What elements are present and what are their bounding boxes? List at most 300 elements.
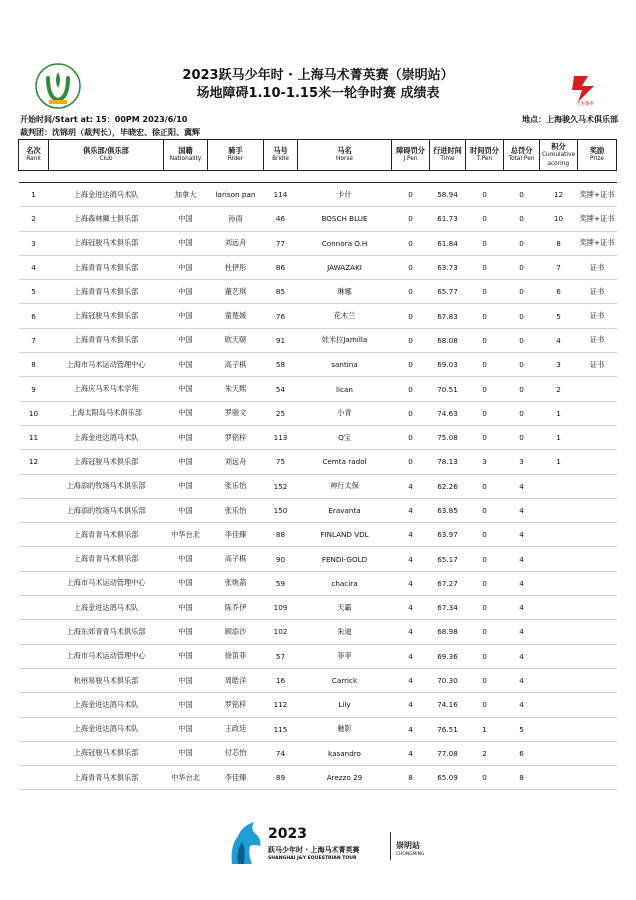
time-cell: 67.27 [430,571,466,595]
table-row [19,280,617,304]
score-cell: 4 [540,328,578,352]
time-cell: 77.08 [430,741,466,765]
horse-cell: 花木兰 [298,304,392,328]
horse-cell: 神行太保 [298,474,392,498]
horse-cell: 小青 [298,401,392,425]
club-cell: 上海青青马术俱乐部 [49,328,164,352]
prize-cell [578,741,617,765]
footer-title-cn: 跃马少年时 · 上海马术菁英赛 [268,846,360,854]
club-cell: 上海金进达鸽马术队 [49,183,164,207]
bridle-cell: 46 [264,207,298,231]
rider-cell: 张姚菡 [208,571,264,595]
time-cell: 65.77 [430,280,466,304]
horse-cell: 菲菲 [298,644,392,668]
jump-penalty-cell: 0 [392,450,430,474]
jump-penalty-cell: 8 [392,766,430,790]
footer-station-en: CHONGMING [396,852,425,857]
table-row [19,255,617,279]
column-header-cn: 名次 [26,146,41,155]
horse-cell: santina [298,353,392,377]
table-row [19,620,617,644]
rider-cell: 陈乔伊 [208,596,264,620]
rider-cell: 王政廷 [208,717,264,741]
total-penalty-cell: 4 [504,620,540,644]
nationality-cell: 中华台北 [164,523,208,547]
rider-cell: 高子棋 [208,547,264,571]
horse-cell: FINLAND VDL [298,523,392,547]
time-penalty-cell: 0 [466,523,504,547]
nationality-cell: 加拿大 [164,183,208,207]
jump-penalty-cell: 0 [392,231,430,255]
jump-penalty-cell: 4 [392,474,430,498]
time-penalty-cell: 0 [466,328,504,352]
horse-cell: kasandro [298,741,392,765]
bridle-cell: 88 [264,523,298,547]
table-row [19,498,617,522]
footer-station-cn: 崇明站 [396,841,420,850]
rank-cell: 5 [19,280,49,304]
score-cell [540,741,578,765]
club-cell: 上海金进达鸽马术队 [49,717,164,741]
bridle-cell: 91 [264,328,298,352]
rank-cell [19,668,49,692]
time-cell: 70.30 [430,668,466,692]
jump-penalty-cell: 0 [392,207,430,231]
score-cell: 5 [540,304,578,328]
column-header [49,140,164,171]
rider-cell: 朱天熙 [208,377,264,401]
nationality-cell: 中国 [164,425,208,449]
jump-penalty-cell: 0 [392,377,430,401]
time-cell: 63.97 [430,523,466,547]
rider-cell: 罗铭梓 [208,693,264,717]
nationality-cell: 中国 [164,280,208,304]
page-title: 2023跃马少年时 · 上海马术菁英赛（崇明站） [182,68,454,83]
club-cell: 上海市马术运动管理中心 [49,353,164,377]
jump-penalty-cell: 4 [392,717,430,741]
rank-cell [19,596,49,620]
prize-cell: 奖牌+证书 [578,207,617,231]
bridle-cell: 109 [264,596,298,620]
total-penalty-cell: 4 [504,644,540,668]
score-cell [540,596,578,620]
organizer-logo [568,72,602,106]
time-cell: 65.09 [430,766,466,790]
table-row [19,668,617,692]
time-penalty-cell: 0 [466,304,504,328]
horse-cell: Lily [298,693,392,717]
horse-cell: Cemta radol [298,450,392,474]
club-cell: 上海市马术运动管理中心 [49,644,164,668]
column-header-cn: 俱乐部/俱乐部 [83,146,129,155]
jump-penalty-cell: 4 [392,644,430,668]
table-row [19,523,617,547]
bridle-cell: 113 [264,425,298,449]
prize-cell [578,377,617,401]
start-time: 开始时间/Start at: 15：00PM 2023/6/10 [20,115,188,124]
rank-cell [19,523,49,547]
time-penalty-cell: 0 [466,425,504,449]
rank-cell: 12 [19,450,49,474]
score-cell: 3 [540,353,578,377]
column-header-cn: 国籍 [178,146,193,155]
table-row [19,693,617,717]
total-penalty-cell: 4 [504,474,540,498]
score-cell: 8 [540,231,578,255]
score-cell: 10 [540,207,578,231]
bridle-cell: 54 [264,377,298,401]
jump-penalty-cell: 4 [392,571,430,595]
horse-cell: 娃米拉Jamilla [298,328,392,352]
jump-penalty-cell: 4 [392,523,430,547]
table-row [19,547,617,571]
prize-cell [578,401,617,425]
jump-penalty-cell: 0 [392,255,430,279]
time-cell: 75.08 [430,425,466,449]
table-row [19,596,617,620]
rank-cell: 9 [19,377,49,401]
nationality-cell: 中国 [164,644,208,668]
jump-penalty-cell: 0 [392,425,430,449]
total-penalty-cell: 0 [504,255,540,279]
score-cell: 1 [540,401,578,425]
bridle-cell: 90 [264,547,298,571]
horse-cell: 魅影 [298,717,392,741]
column-header-cn: 骑手 [228,146,243,155]
rank-cell: 11 [19,425,49,449]
table-row [19,377,617,401]
jump-penalty-cell: 0 [392,280,430,304]
time-penalty-cell: 0 [466,353,504,377]
prize-cell [578,766,617,790]
horse-cell: Q宝 [298,425,392,449]
rider-cell: 杜伊彤 [208,255,264,279]
total-penalty-cell: 5 [504,717,540,741]
time-cell: 69.36 [430,644,466,668]
column-header-cn: 总罚分 [510,146,533,155]
time-penalty-cell: 0 [466,766,504,790]
column-header-en: Total Pen [508,156,535,162]
horse-cell: 琳娜 [298,280,392,304]
table-body [19,171,617,790]
prize-cell [578,693,617,717]
column-header [540,140,578,171]
horse-cell: FENDI-GOLD [298,547,392,571]
time-cell: 61.73 [430,207,466,231]
time-penalty-cell: 0 [466,280,504,304]
score-cell [540,766,578,790]
rider-cell: 张乐怡 [208,474,264,498]
total-penalty-cell: 4 [504,523,540,547]
nationality-cell: 中国 [164,668,208,692]
bridle-cell: 74 [264,741,298,765]
rank-cell [19,766,49,790]
nationality-cell: 中国 [164,231,208,255]
rider-cell: larison pan [208,183,264,207]
total-penalty-cell: 8 [504,766,540,790]
horse-cell: Carrick [298,668,392,692]
club-cell: 上海森林狮士俱乐部 [49,207,164,231]
column-header-en: Prize [590,156,604,162]
column-header [298,140,392,171]
time-penalty-cell: 0 [466,498,504,522]
prize-cell [578,717,617,741]
prize-cell [578,450,617,474]
table-row [19,328,617,352]
rider-cell: 徐笛菲 [208,644,264,668]
column-header-cn: 行进时间 [433,146,462,155]
prize-cell [578,571,617,595]
score-cell: 2 [540,377,578,401]
club-cell: 上海青青马术俱乐部 [49,766,164,790]
club-cell: 上海冠骏马术俱乐部 [49,450,164,474]
total-penalty-cell: 3 [504,450,540,474]
column-header-cn: 积分 [551,141,566,151]
nationality-cell: 中国 [164,450,208,474]
horse-cell: BOSCH BLUE [298,207,392,231]
time-penalty-cell: 0 [466,620,504,644]
time-penalty-cell: 0 [466,693,504,717]
footer-logo [222,818,442,868]
column-header [504,140,540,171]
column-header-cn: 障碍罚分 [396,146,425,155]
organizer-logo-text: 久事赛事 [576,102,594,106]
score-cell: 6 [540,280,578,304]
club-cell: 杭州易骏马术俱乐部 [49,668,164,692]
jump-penalty-cell: 0 [392,304,430,328]
table-row [19,183,617,207]
venue: 地点：上海骏久马术俱乐部 [522,115,618,124]
time-cell: 70.51 [430,377,466,401]
time-penalty-cell: 2 [466,741,504,765]
total-penalty-cell: 0 [504,353,540,377]
total-penalty-cell: 0 [504,304,540,328]
table-row [19,766,617,790]
bridle-cell: 115 [264,717,298,741]
table-row [19,207,617,231]
table-row [19,353,617,377]
time-penalty-cell: 0 [466,401,504,425]
jump-penalty-cell: 4 [392,596,430,620]
club-cell: 上海青青马术俱乐部 [49,255,164,279]
score-cell [540,474,578,498]
total-penalty-cell: 6 [504,741,540,765]
nationality-cell: 中华台北 [164,766,208,790]
jump-penalty-cell: 0 [392,183,430,207]
rider-cell: 欧天颐 [208,328,264,352]
total-penalty-cell: 0 [504,425,540,449]
total-penalty-cell: 4 [504,547,540,571]
footer-divider [390,832,391,860]
nationality-cell: 中国 [164,741,208,765]
nationality-cell: 中国 [164,255,208,279]
club-cell: 上海东郊青青马术俱乐部 [49,620,164,644]
time-cell: 76.51 [430,717,466,741]
column-header [578,140,617,171]
prize-cell [578,644,617,668]
rider-cell: 李佳臻 [208,523,264,547]
column-header-cn: 马号 [273,146,288,155]
prize-cell [578,523,617,547]
nationality-cell: 中国 [164,401,208,425]
prize-cell: 证书 [578,304,617,328]
prize-cell: 证书 [578,255,617,279]
time-penalty-cell: 0 [466,547,504,571]
bridle-cell: 86 [264,255,298,279]
rider-cell: 刘远舟 [208,231,264,255]
footer-title-en: SHANGHAI J&Y EQUESTRIAN TOUR [268,856,357,861]
total-penalty-cell: 4 [504,571,540,595]
score-cell [540,668,578,692]
total-penalty-cell: 4 [504,693,540,717]
time-penalty-cell: 0 [466,255,504,279]
rank-cell [19,498,49,522]
jump-penalty-cell: 0 [392,353,430,377]
judges: 裁判团：沈锦玥（裁判长），毕晓宏、徐正阳、冀辉 [20,128,200,137]
rank-cell [19,474,49,498]
horse-cell: 天霸 [298,596,392,620]
table-row [19,450,617,474]
bridle-cell: 58 [264,353,298,377]
nationality-cell: 中国 [164,377,208,401]
score-cell: 12 [540,183,578,207]
column-header [19,140,49,171]
column-header-en: Horse [336,156,353,162]
bridle-cell: 85 [264,280,298,304]
rider-cell: 董艺琪 [208,280,264,304]
rank-cell [19,741,49,765]
prize-cell: 证书 [578,280,617,304]
time-cell: 63.73 [430,255,466,279]
nationality-cell: 中国 [164,353,208,377]
total-penalty-cell: 0 [504,280,540,304]
bridle-cell: 16 [264,668,298,692]
column-header-en: Time [440,156,455,162]
prize-cell [578,474,617,498]
total-penalty-cell: 4 [504,596,540,620]
total-penalty-cell: 4 [504,498,540,522]
time-penalty-cell: 0 [466,183,504,207]
score-cell [540,571,578,595]
rider-cell: 孙雨 [208,207,264,231]
jump-penalty-cell: 0 [392,328,430,352]
score-cell [540,547,578,571]
nationality-cell: 中国 [164,693,208,717]
jump-penalty-cell: 4 [392,547,430,571]
prize-cell: 证书 [578,353,617,377]
nationality-cell: 中国 [164,547,208,571]
time-penalty-cell: 0 [466,474,504,498]
nationality-cell: 中国 [164,304,208,328]
horse-head-icon [224,820,266,866]
rider-cell: 罗骏文 [208,401,264,425]
time-penalty-cell: 0 [466,207,504,231]
rank-cell: 7 [19,328,49,352]
total-penalty-cell: 4 [504,668,540,692]
nationality-cell: 中国 [164,207,208,231]
time-penalty-cell: 0 [466,644,504,668]
rider-cell: 刘远舟 [208,450,264,474]
club-cell: 上海太阳岛马术俱乐部 [49,401,164,425]
nationality-cell: 中国 [164,717,208,741]
column-header-en: Rider [227,156,244,162]
club-cell: 上海添的牧场马术俱乐部 [49,498,164,522]
column-header-cn: 马名 [337,146,352,155]
rider-cell: 周皓洋 [208,668,264,692]
table-row [19,717,617,741]
horse-cell: 卡什 [298,183,392,207]
bridle-cell: 152 [264,474,298,498]
nationality-cell: 中国 [164,498,208,522]
table-row [19,644,617,668]
score-cell: 1 [540,450,578,474]
table-header [19,140,617,171]
jump-penalty-cell: 4 [392,693,430,717]
time-cell: 58.94 [430,183,466,207]
time-penalty-cell: 0 [466,596,504,620]
prize-cell: 奖牌+证书 [578,231,617,255]
total-penalty-cell: 0 [504,231,540,255]
bridle-cell: 112 [264,693,298,717]
horse-cell: chacira [298,571,392,595]
column-header [164,140,208,171]
time-penalty-cell: 0 [466,571,504,595]
nationality-cell: 中国 [164,596,208,620]
column-header-en: Nationality [169,156,202,162]
bridle-cell: 57 [264,644,298,668]
table-row [19,231,617,255]
nationality-cell: 中国 [164,328,208,352]
club-cell: 上海青青马术俱乐部 [49,523,164,547]
table-row [19,425,617,449]
rider-cell: 高子棋 [208,353,264,377]
score-cell [540,620,578,644]
club-cell: 上海冠骏马术俱乐部 [49,231,164,255]
club-cell: 上海冠骏马术俱乐部 [49,741,164,765]
rider-cell: 张乐怡 [208,498,264,522]
rank-cell: 10 [19,401,49,425]
club-cell: 上海青青马术俱乐部 [49,547,164,571]
rider-cell: 罗铭梓 [208,425,264,449]
rank-cell [19,571,49,595]
bridle-cell: 77 [264,231,298,255]
score-cell: 1 [540,425,578,449]
rank-cell: 2 [19,207,49,231]
prize-cell [578,547,617,571]
time-cell: 63.85 [430,498,466,522]
time-penalty-cell: 1 [466,717,504,741]
horse-cell: Eravanta [298,498,392,522]
score-cell [540,498,578,522]
horse-cell: 朱迪 [298,620,392,644]
rank-cell [19,717,49,741]
horse-cell: lican [298,377,392,401]
total-penalty-cell: 0 [504,183,540,207]
horse-cell: Arezzo 29 [298,766,392,790]
table-row [19,571,617,595]
club-cell: 上海金进达鸽马术队 [49,425,164,449]
time-cell: 68.08 [430,328,466,352]
time-penalty-cell: 3 [466,450,504,474]
prize-cell [578,425,617,449]
club-cell: 上海添的牧场马术俱乐部 [49,474,164,498]
prize-cell [578,620,617,644]
total-penalty-cell: 0 [504,207,540,231]
table-row [19,741,617,765]
table-row [19,474,617,498]
page-subtitle: 场地障碍1.10-1.15米一轮争时赛 成绩表 [196,86,440,101]
rank-cell [19,644,49,668]
